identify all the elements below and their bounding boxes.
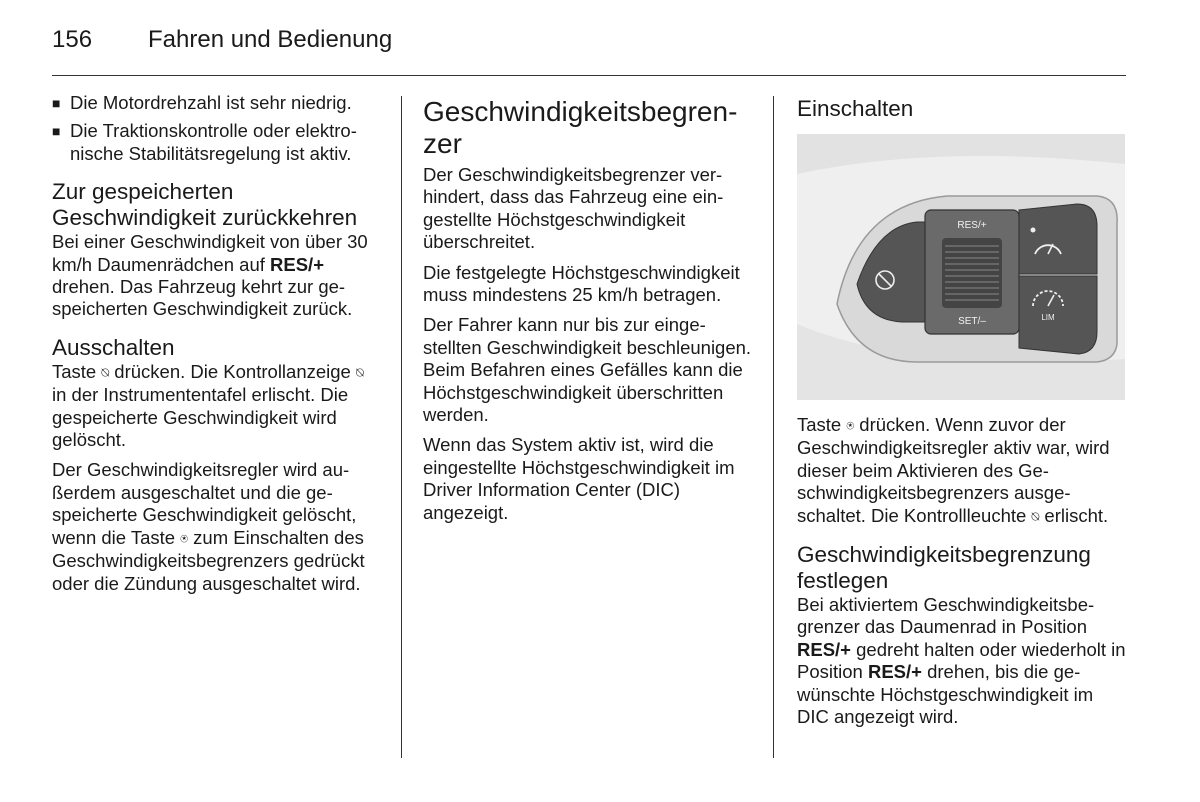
paragraph-return-speed: Bei einer Geschwindigkeit von über 30 km/h Daumenrädchen auf RES/+ drehen. Das Fahrzeug kehrt zur gespeicherten Geschwindigkeit zurück. [52, 231, 368, 320]
column-middle [423, 96, 753, 532]
steering-wheel-illustration [797, 134, 1125, 400]
heading-return-speed: Zur gespeicherten Geschwindigkeit zurückkehren [52, 179, 358, 231]
list-item-text: Die Motordrehzahl ist sehr niedrig. [70, 92, 352, 113]
res-label: RES/+ [957, 220, 987, 231]
section-title: Geschwindigkeitsbegrenzer [423, 96, 738, 159]
paragraph: Wenn das System aktiv ist, wird die eingestellte Höchstgeschwindigkeit im Driver Information Center (DIC) angezeigt. [423, 434, 735, 523]
paragraph: Der Fahrer kann nur bis zur eingestellten Geschwindigkeit beschleunigen. Beim Befahren eines Gefälles kann die Höchstgeschwindigkeit überschritten werden. [423, 314, 752, 426]
column-divider [773, 96, 774, 758]
bullet-icon: ■ [52, 95, 61, 111]
column-right [797, 96, 1127, 736]
paragraph-switch-off-details: Der Geschwindigkeitsregler wird außerdem ausgeschaltet und die gespeicherte Geschwindigkeit gelöscht, wenn die Taste ⍟ zum Einschalten des Geschwindigkeitsbegrenzers gedrückt oder die Zündung ausgeschaltet wird. [52, 459, 365, 594]
page-header [52, 26, 392, 56]
column-divider [401, 96, 402, 758]
list-item-text: Die Traktionskontrolle oder elektronische Stabilitätsregelung ist aktiv. [70, 120, 357, 164]
cruise-control-icon: ⍉ [1031, 508, 1040, 524]
speed-limiter-icon: ⍟ [180, 530, 189, 546]
list-item [52, 120, 382, 165]
header-divider [52, 75, 1126, 76]
cruise-control-icon: ⍉ [101, 364, 110, 380]
page-number: 156 [52, 26, 93, 53]
paragraph: Die festgelegte Höchstgeschwindigkeit muss mindestens 25 km/h betragen. [423, 261, 740, 306]
column-left [52, 92, 382, 603]
paragraph-switch-off: Taste ⍉ drücken. Die Kontrollanzeige ⍉ in der Instrumententafel erlischt. Die gespeicherte Geschwindigkeit wird gelöscht. [52, 360, 364, 451]
paragraph: Der Geschwindigkeitsbegrenzer verhindert, dass das Fahrzeug eine eingestellte Höchstgeschwindigkeit überschreitet. [423, 164, 724, 253]
set-label: SET/– [958, 316, 986, 327]
page-title: Fahren und Bedienung [148, 26, 393, 53]
heading-set-limit: Geschwindigkeitsbegrenzung festlegen [797, 542, 1091, 594]
bullet-icon: ■ [52, 123, 61, 140]
speed-limiter-icon: ⍟ [846, 418, 855, 433]
paragraph-set-limit: Bei aktiviertem Geschwindigkeitsbegrenzer das Daumenrad in Position RES/+ gedreht halten oder wiederholt in Position RES/+ drehen, bis die gewünschte Höchstgeschwindigkeit im DIC angezeigt wird. [797, 594, 1126, 728]
thumb-wheel [942, 238, 1002, 308]
cruise-control-icon: ⍉ [355, 364, 364, 380]
heading-switch-on: Einschalten [797, 96, 914, 121]
paragraph-switch-on: Taste ⍟ drücken. Wenn zuvor der Geschwindigkeitsregler aktiv war, wird dieser beim Aktivieren des Geschwindigkeitsbegrenzers ausgeschaltet. Die Kontrollleuchte ⍉ erlischt. [797, 414, 1127, 528]
lim-label: LIM [1041, 313, 1055, 322]
steering-wheel-controls-figure [797, 134, 1125, 400]
heading-switch-off: Ausschalten [52, 334, 175, 360]
list-item [52, 92, 382, 114]
